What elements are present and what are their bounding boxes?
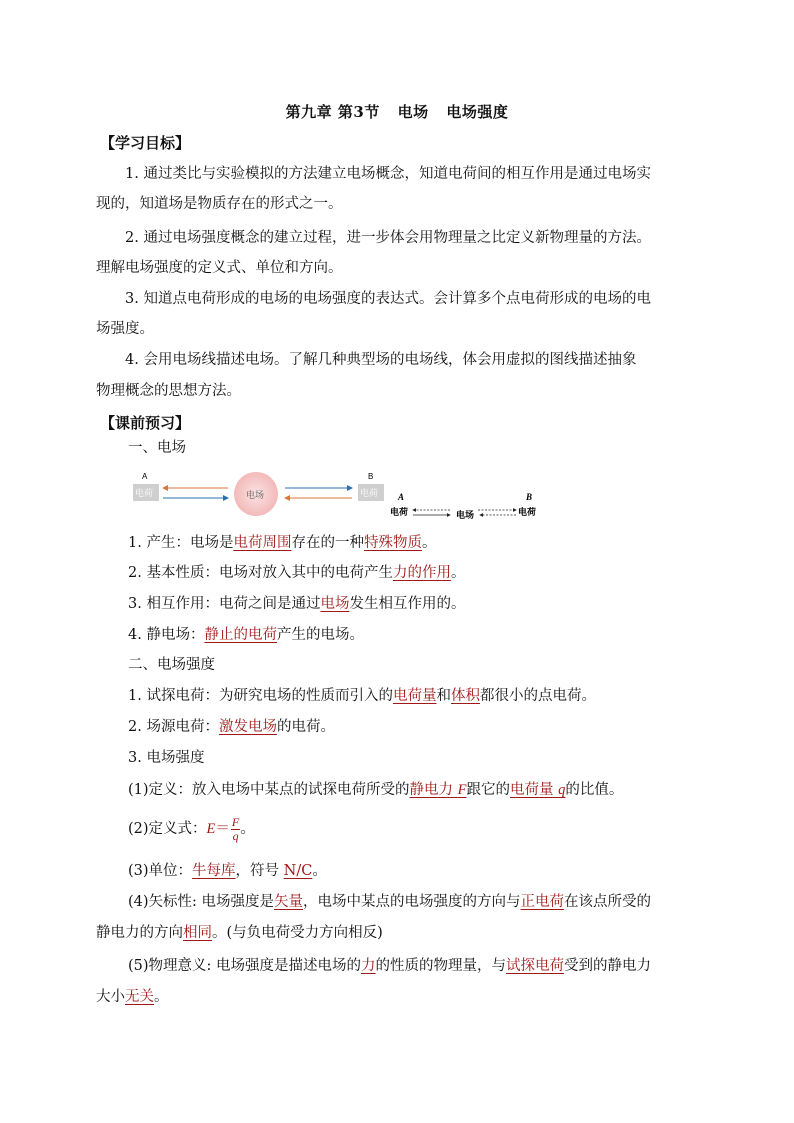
title-subtopic: 电场强度 (446, 103, 509, 121)
objective-2-cont: 理解电场强度的定义式、单位和方向。 (96, 260, 343, 276)
d5-meaning-cont: 大小无关。 (96, 989, 169, 1005)
answer-unit-symbol: N/C (283, 863, 313, 879)
answer-around-charge: 电荷周围 (233, 535, 292, 551)
p1-static-field: 4. 静电场：静止的电荷产生的电场。 (128, 627, 364, 643)
electric-field-diagram (128, 468, 548, 528)
d5-meaning: (5)物理意义: 电场强度是描述电场的力的性质的物理量，与试探电荷受到的静电力 (128, 958, 652, 974)
objective-1: 1. 通过类比与实验模拟的方法建立电场概念，知道电荷间的相互作用是通过电场实 (125, 166, 651, 182)
d1-definition: (1)定义：放入电场中某点的试探电荷所受的静电力 F跟它的电荷量 q的比值。 (128, 782, 624, 798)
formula-denominator: q (232, 828, 239, 843)
diagram-label-a: A (142, 472, 148, 481)
section-preview: 【课前预习】 (100, 414, 191, 432)
objective-3: 3. 知道点电荷形成的电场的电场强度的表达式。会计算多个点电荷形成的电场的电 (125, 291, 651, 307)
p1-production: 1. 产生：电场是电荷周围存在的一种特殊物质。 (128, 535, 437, 551)
page-title (0, 101, 794, 122)
p1-property: 2. 基本性质：电场对放入其中的电荷产生力的作用。 (128, 565, 466, 581)
answer-electrostatic-force: 静电力 F (409, 782, 467, 798)
title-section: 第3节 (337, 103, 380, 121)
diagram2-charge-a: 电荷 (390, 508, 409, 518)
answer-same: 相同 (183, 925, 212, 941)
answer-positive-charge: 正电荷 (520, 894, 565, 910)
answer-field: 电场 (320, 596, 350, 612)
p2-field-strength: 3. 电场强度 (128, 750, 205, 766)
d4-vector: (4)矢标性: 电场强度是矢量，电场中某点的电场强度的方向与正电荷在该点所受的 (128, 894, 652, 910)
formula-fraction (231, 816, 240, 843)
answer-excite-field: 激发电场 (218, 719, 277, 735)
formula-numerator: F (231, 814, 240, 829)
diagram2-label-a: A (398, 492, 405, 502)
d2-formula-line: (2)定义式：E＝ $\frac{F}{q}$ 。 (128, 814, 255, 843)
charge-box-a-text: 电荷 (135, 489, 154, 499)
objective-4: 4. 会用电场线描述电场。了解几种典型场的电场线，体会用虚拟的图线描述抽象 (125, 352, 637, 368)
diagram-label-b: B (368, 472, 374, 481)
section-objectives: 【学习目标】 (100, 134, 191, 152)
objective-2: 2. 通过电场强度概念的建立过程，进一步体会用物理量之比定义新物理量的方法。 (125, 230, 651, 246)
answer-volume: 体积 (450, 688, 480, 704)
formula-lhs: E (206, 821, 216, 837)
d3-unit: (3)单位：牛每库，符号 N/C。 (128, 863, 327, 879)
title-chapter: 第九章 (285, 103, 333, 121)
title-topic: 电场 (397, 103, 429, 121)
part2-heading: 二、电场强度 (128, 657, 215, 673)
p2-source-charge: 2. 场源电荷：激发电场的电荷。 (128, 719, 335, 735)
objective-1-cont: 现的，知道场是物质存在的形式之一。 (96, 196, 343, 212)
field-circle-text: 电场 (246, 491, 265, 501)
answer-charge-q: 电荷量 q (510, 782, 566, 798)
diagram2-label-b: B (526, 492, 533, 502)
p1-interaction: 3. 相互作用：电荷之间是通过电场发生相互作用的。 (128, 596, 466, 612)
d4-vector-cont: 静电力的方向相同。(与负电荷受力方向相反) (96, 925, 383, 941)
answer-force-property: 力 (361, 958, 376, 974)
answer-static-charge: 静止的电荷 (204, 627, 277, 643)
answer-test-charge: 试探电荷 (506, 958, 565, 974)
objective-4-cont: 物理概念的思想方法。 (96, 383, 241, 399)
part1-heading: 一、电场 (128, 440, 186, 456)
answer-charge-amount: 电荷量 (392, 688, 437, 704)
answer-unit-name: 牛每库 (192, 863, 236, 879)
diagram2-field: 电场 (456, 511, 475, 521)
diagram2-charge-b: 电荷 (518, 508, 537, 518)
answer-irrelevant: 无关 (125, 989, 154, 1005)
answer-vector: 矢量 (274, 894, 304, 910)
charge-box-b-text: 电荷 (360, 489, 379, 499)
objective-3-cont: 场强度。 (96, 321, 154, 337)
answer-force: 力的作用 (392, 565, 451, 581)
formula-equals: ＝ (215, 821, 230, 837)
p2-test-charge: 1. 试探电荷：为研究电场的性质而引入的电荷量和体积都很小的点电荷。 (128, 688, 596, 704)
answer-special-matter: 特殊物质 (363, 535, 422, 551)
